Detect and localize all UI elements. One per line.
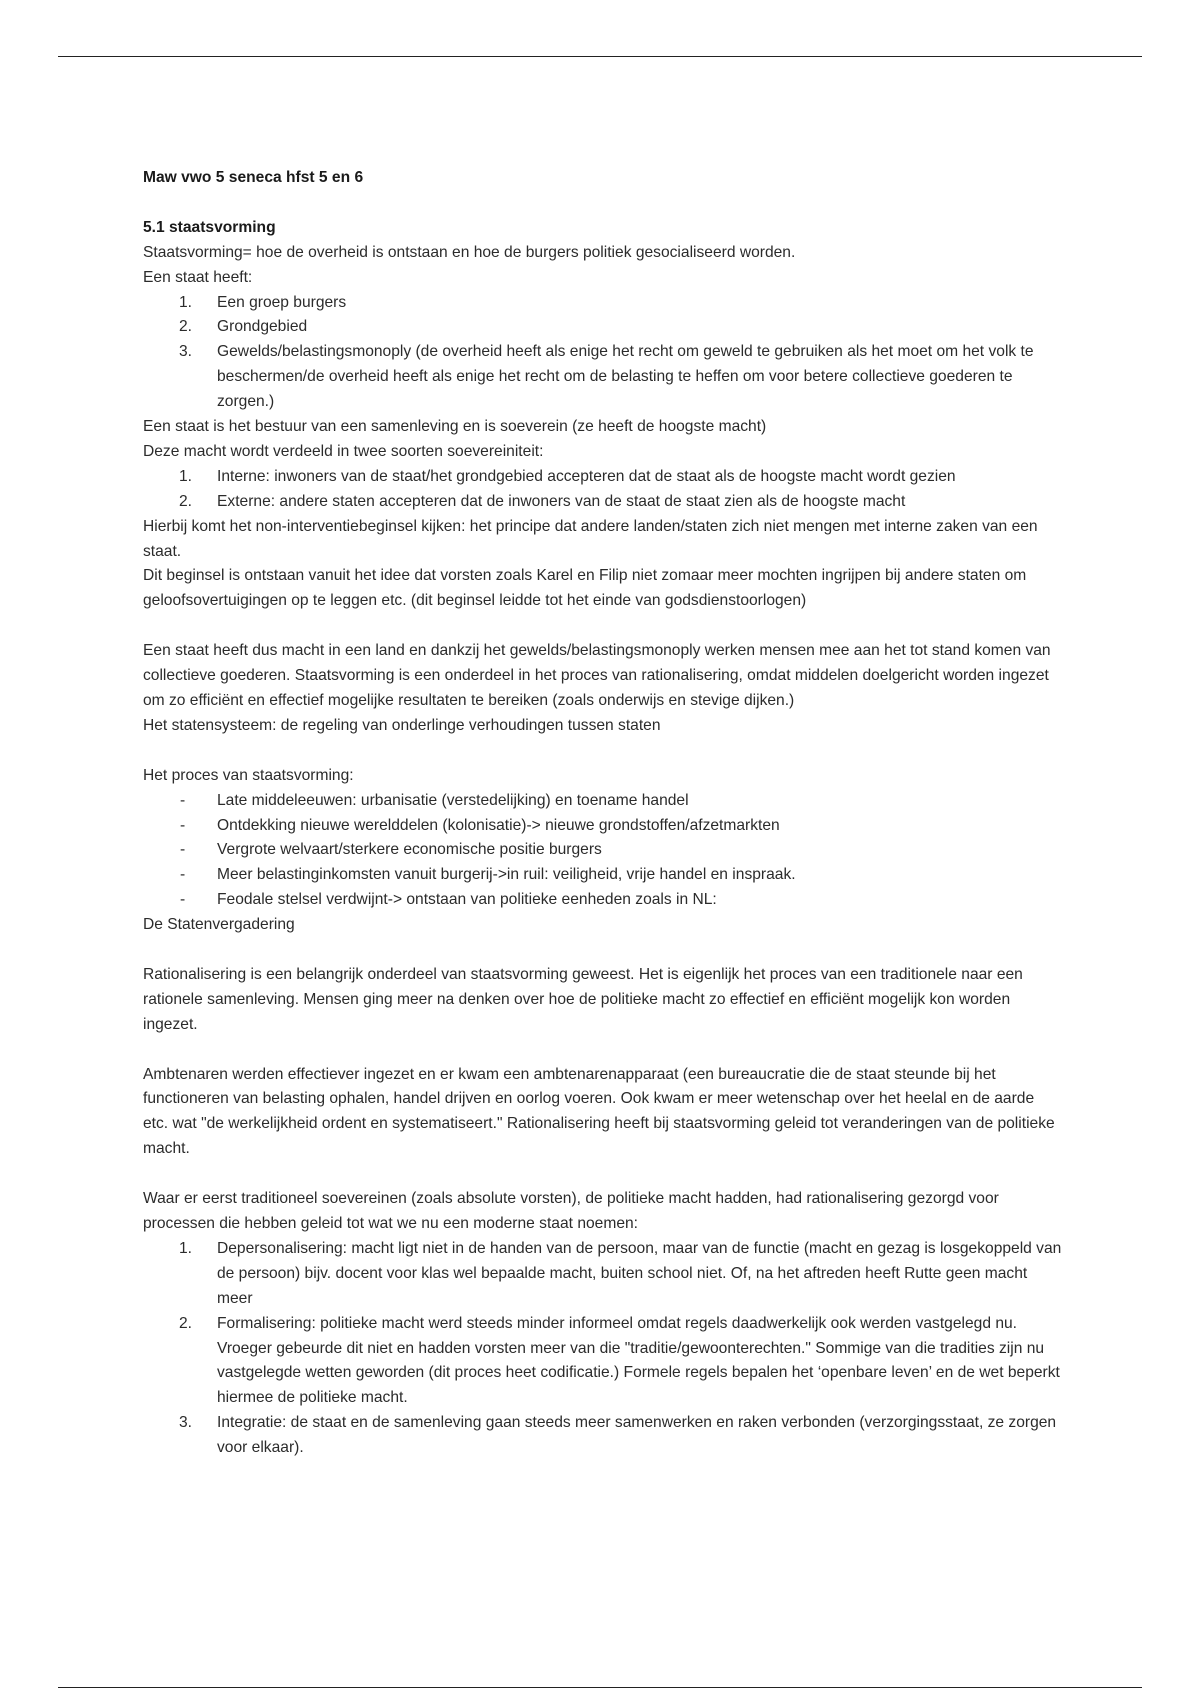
header-rule <box>58 56 1142 57</box>
list-marker: 2. <box>179 492 193 510</box>
states-system-paragraph: Het statensysteem: de regeling van onderlinge verhoudingen tussen staten <box>143 716 661 734</box>
spacer <box>143 1162 1063 1187</box>
list-item <box>143 814 1063 839</box>
list-marker: - <box>180 891 186 909</box>
list-marker: 2. <box>179 1314 193 1332</box>
list-item-text: Meer belastinginkomsten vanuit burgerij->in ruil: veiligheid, vrije handel en inspraak. <box>217 866 796 884</box>
list-item <box>143 888 1063 913</box>
principle-origin-paragraph: Dit beginsel is ontstaan vanuit het idee dat vorsten zoals Karel en Filip niet zomaar meer mochten ingrijpen bij andere staten om geloofsovertuigingen op te leggen etc. (dit beginsel leidde tot het einde van godsdienstoorlogen) <box>143 567 1027 610</box>
process-list <box>143 789 1063 914</box>
list-item <box>143 838 1063 863</box>
list-item-text: Integratie: de staat en de samenleving gaan steeds meer samenwerken en raken verbonden (verzorgingsstaat, ze zorgen voor elkaar). <box>217 1414 1057 1457</box>
list-item <box>143 291 1063 316</box>
modern-state-paragraph: Waar er eerst traditioneel soevereinen (zoals absolute vorsten), de politieke macht hadden, had rationalisering gezorgd voor processen die hebben geleid tot wat we nu een moderne staat noemen: <box>143 1190 999 1232</box>
list-marker: 1. <box>179 467 193 485</box>
list-item-text: Ontdekking nieuwe werelddelen (kolonisatie)-> nieuwe grondstoffen/afzetmarkten <box>217 816 780 834</box>
spacer <box>143 1038 1063 1063</box>
spacer <box>143 739 1063 764</box>
power-paragraph: Een staat heeft dus macht in een land en dankzij het gewelds/belastingsmonoply werken mensen mee aan het tot stand komen van collectieve goederen. Staatsvorming is een onderdeel in het proces van rationalisering, omdat middelen doelgericht worden ingezet om zo efficiënt en effectief mogelijke resultaten te bereiken (zoals onderwijs en stevige dijken.) <box>143 642 1051 709</box>
list-item-text: Grondgebied <box>217 318 308 336</box>
list-marker: 3. <box>179 1414 193 1432</box>
list-marker: - <box>180 866 186 884</box>
sovereignty-label: Deze macht wordt verdeeld in twee soorten soevereiniteit: <box>143 442 544 460</box>
sovereignty-list <box>143 465 1063 515</box>
list-item-text: Interne: inwoners van de staat/het grondgebied accepteren dat de staat als de hoogste macht wordt gezien <box>217 467 956 485</box>
list-item-text: Depersonalisering: macht ligt niet in de handen van de persoon, maar van de functie (macht en gezag is losgekoppeld van de persoon) bijv. docent voor klas wel bepaalde macht, buiten school niet. Of, na het aftreden heeft Rutte geen macht meer <box>217 1239 1062 1307</box>
spacer <box>143 938 1063 963</box>
sovereign-sentence: Een staat is het bestuur van een samenleving en is soeverein (ze heeft de hoogste macht) <box>143 418 767 436</box>
officials-paragraph: Ambtenaren werden effectiever ingezet en er kwam een ambtenarenapparaat (een bureaucratie die de staat steunde bij het functioneren van belasting ophalen, handel drijven en oorlog voeren. Ook kwam er meer wetenschap over het heelal en de aarde etc. wat "de werkelijkheid ordent en systematiseert." Rationalisering heeft bij staatsvorming geleid tot veranderingen van de politieke macht. <box>143 1065 1055 1158</box>
list-item <box>143 340 1063 415</box>
list-marker: 2. <box>179 318 193 336</box>
list-item <box>143 465 1063 490</box>
states-general-line: De Statenvergadering <box>143 916 295 934</box>
list-marker: 1. <box>179 1239 193 1257</box>
list-marker: 3. <box>179 343 193 361</box>
document-body <box>143 166 1063 1461</box>
spacer <box>143 614 1063 639</box>
rationalisation-paragraph: Rationalisering is een belangrijk onderdeel van staatsvorming geweest. Het is eigenlijk het proces van een traditionele naar een rationele samenleving. Mensen ging meer na denken over hoe de politieke macht zo effectief en efficiënt mogelijk kon worden ingezet. <box>143 965 1023 1033</box>
intro-definition: Staatsvorming= hoe de overheid is ontstaan en hoe de burgers politiek gesocialiseerd worden. <box>143 243 796 261</box>
list-item <box>143 863 1063 888</box>
non-intervention-paragraph: Hierbij komt het non-interventiebeginsel kijken: het principe dat andere landen/staten zich niet mengen met interne zaken van een staat. <box>143 517 1038 560</box>
process-label: Het proces van staatsvorming: <box>143 766 354 784</box>
state-has-label: Een staat heeft: <box>143 268 253 286</box>
list-item-text: Formalisering: politieke macht werd steeds minder informeel omdat regels daadwerkelijk ook werden vastgelegd nu. Vroeger gebeurde dit niet en hadden vorsten meer van die "traditie/gewoonterechten." Sommige van die tradities zijn nu vastgelegde wetten geworden (dit proces heet codificatie.) Formele regels bepalen het ‘openbare leven’ en de wet beperkt hiermee de politieke macht. <box>217 1314 1060 1407</box>
footer-rule <box>58 1687 1142 1688</box>
list-marker: 1. <box>179 293 193 311</box>
list-marker: - <box>180 841 186 859</box>
list-item-text: Een groep burgers <box>217 293 347 311</box>
spacer <box>143 191 1063 216</box>
list-item-text: Feodale stelsel verdwijnt-> ontstaan van politieke eenheden zoals in NL: <box>217 891 717 909</box>
modern-state-list <box>143 1237 1063 1461</box>
list-marker: - <box>180 791 186 809</box>
list-item-text: Vergrote welvaart/sterkere economische positie burgers <box>217 841 602 859</box>
list-marker: - <box>180 816 186 834</box>
state-has-list <box>143 291 1063 416</box>
section-heading: 5.1 staatsvorming <box>143 218 276 236</box>
document-title: Maw vwo 5 seneca hfst 5 en 6 <box>143 169 364 186</box>
list-item <box>143 1237 1063 1312</box>
list-item-text: Late middeleeuwen: urbanisatie (verstedelijking) en toename handel <box>217 791 689 809</box>
list-item-text: Gewelds/belastingsmonoply (de overheid heeft als enige het recht om geweld te gebruiken als het moet om het volk te beschermen/de overheid heeft als enige het recht om de belasting te heffen om voor betere collectieve goederen te zorgen.) <box>217 343 1034 411</box>
list-item <box>143 315 1063 340</box>
list-item <box>143 490 1063 515</box>
list-item <box>143 1411 1063 1461</box>
list-item <box>143 789 1063 814</box>
list-item <box>143 1312 1063 1412</box>
list-item-text: Externe: andere staten accepteren dat de inwoners van de staat de staat zien als de hoogste macht <box>217 492 906 510</box>
